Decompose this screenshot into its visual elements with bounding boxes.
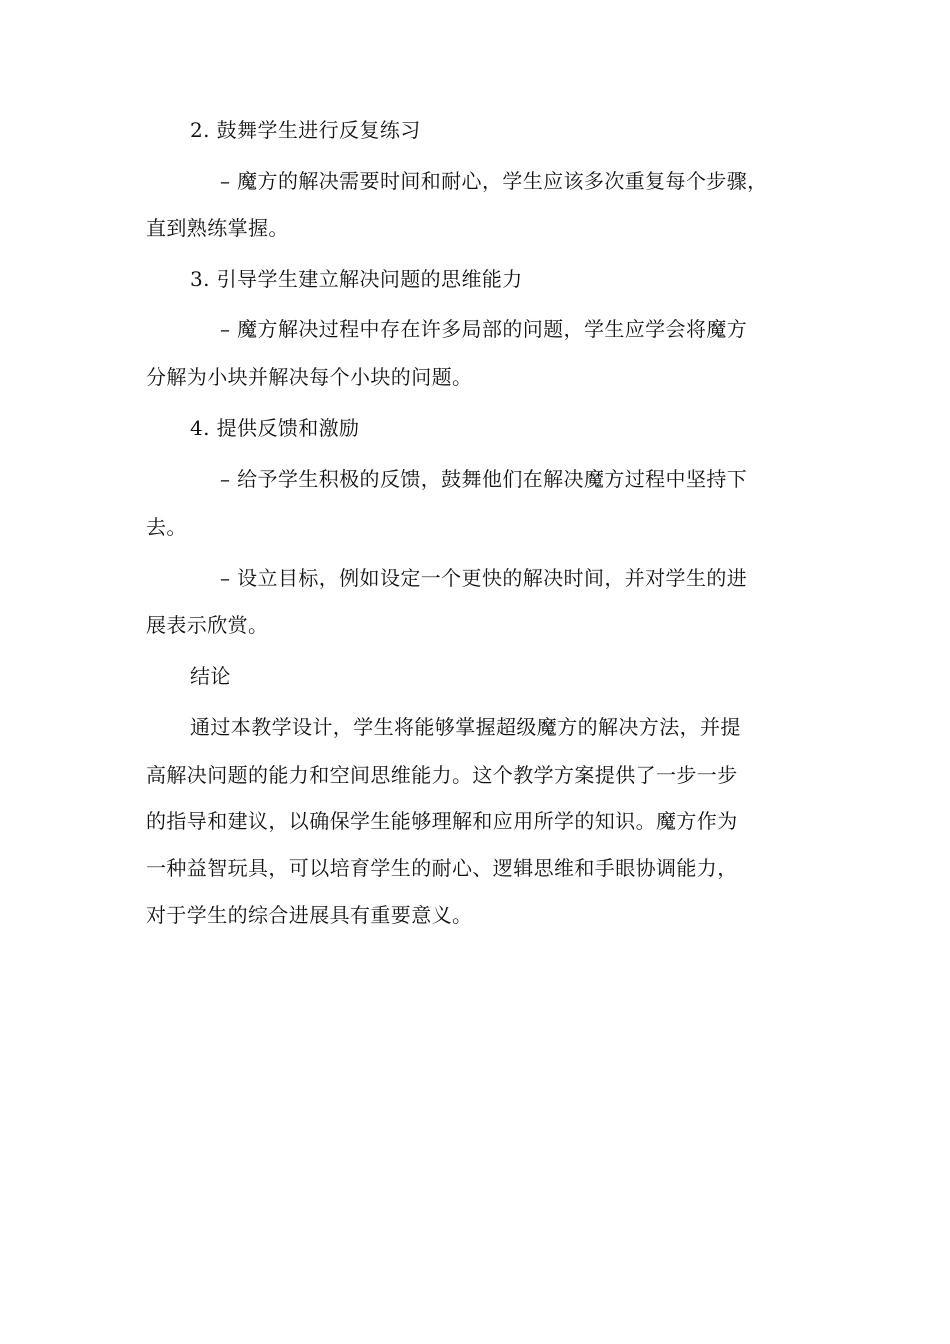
step-4-bullet-1-line-2: 去。 — [146, 515, 187, 539]
conclusion-paragraph-line-5: 对于学生的综合进展具有重要意义。 — [146, 903, 473, 927]
step-3-bullet-line-2: 分解为小块并解决每个小块的问题。 — [146, 365, 473, 389]
step-4-bullet-2-line-2: 展表示欣赏。 — [146, 613, 269, 637]
conclusion-paragraph-line-3: 的指导和建议，以确保学生能够理解和应用所学的知识。魔方作为 — [146, 809, 738, 833]
step-2-bullet-line-1: – 魔方的解决需要时间和耐心，学生应该多次重复每个步骤， — [220, 169, 768, 193]
conclusion-paragraph-line-2: 高解决问题的能力和空间思维能力。这个教学方案提供了一步一步 — [146, 763, 738, 787]
step-3-heading: 3. 引导学生建立解决问题的思维能力 — [190, 267, 523, 291]
conclusion-heading: 结论 — [190, 664, 231, 688]
conclusion-paragraph-line-1: 通过本教学设计，学生将能够掌握超级魔方的解决方法，并提 — [190, 715, 741, 739]
step-4-bullet-1-line-1: – 给予学生积极的反馈，鼓舞他们在解决魔方过程中坚持下 — [220, 467, 748, 491]
step-2-heading: 2. 鼓舞学生进行反复练习 — [190, 118, 421, 142]
step-4-heading: 4. 提供反馈和激励 — [190, 416, 360, 440]
step-4-bullet-2-line-1: – 设立目标，例如设定一个更快的解决时间，并对学生的进 — [220, 566, 748, 590]
step-3-bullet-line-1: – 魔方解决过程中存在许多局部的问题，学生应学会将魔方 — [220, 317, 748, 341]
step-2-bullet-line-2: 直到熟练掌握。 — [146, 216, 289, 240]
conclusion-paragraph-line-4: 一种益智玩具，可以培育学生的耐心、逻辑思维和手眼协调能力， — [146, 856, 738, 880]
